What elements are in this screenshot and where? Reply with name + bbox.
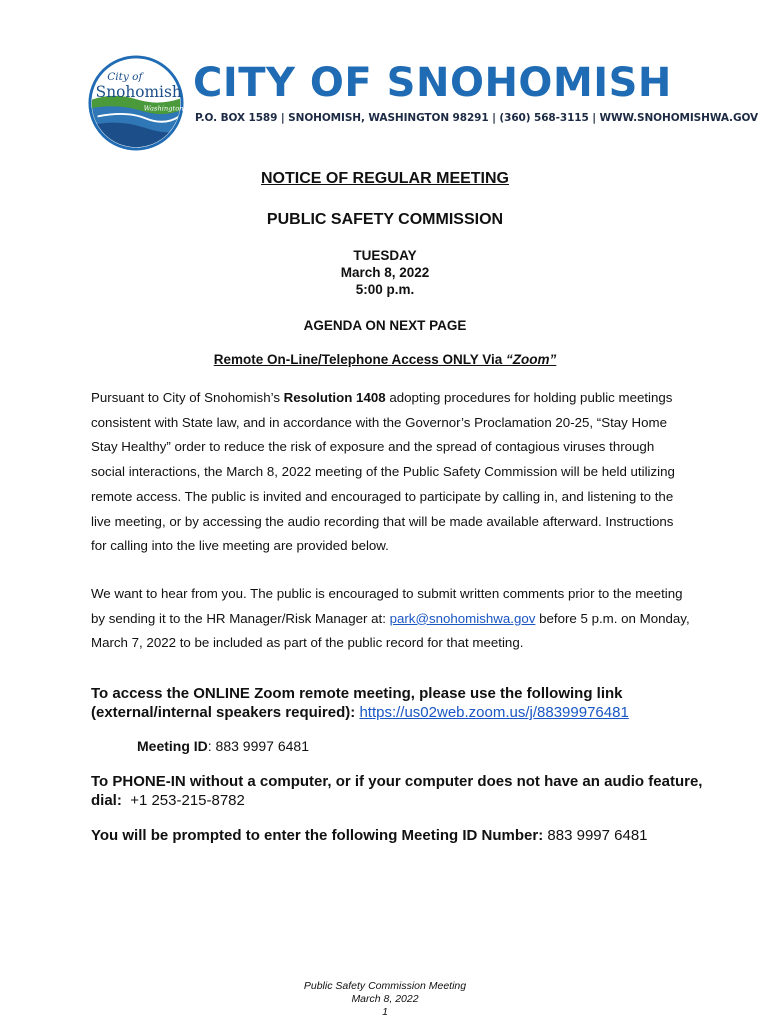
- zoom-access-text: To access the ONLINE Zoom remote meeting, please use the following link (external/internal speakers required):: [91, 685, 623, 721]
- org-name: CITY OF SNOHOMISH: [193, 60, 672, 106]
- authority-paragraph: [91, 386, 691, 559]
- hr-email-link[interactable]: park@snohomishwa.gov: [389, 610, 536, 626]
- remote-access-prefix: Remote On-Line/Telephone Access ONLY Via: [213, 352, 507, 367]
- footer-title: Public Safety Commission Meeting: [303, 980, 467, 992]
- meeting-id-label: Meeting ID: [137, 738, 208, 754]
- meeting-day: TUESDAY: [353, 248, 417, 263]
- phone-number: +1 253-215-8782: [130, 792, 245, 809]
- meeting-datetime: [0, 247, 770, 298]
- zoom-meeting-link[interactable]: https://us02web.zoom.us/j/88399976481: [359, 704, 629, 721]
- comments-after: before 5 p.m. on Monday, March 7, 2022 to be included as part of the public record for that meeting.: [91, 610, 690, 651]
- svg-text:City of: City of: [107, 70, 143, 83]
- page-number: 1: [382, 1006, 388, 1018]
- meeting-id-value: : 883 9997 6481: [207, 738, 309, 754]
- footer-date: March 8, 2022: [351, 993, 419, 1005]
- resolution-ref: Resolution 1408: [283, 390, 386, 405]
- comments-before: We want to hear from you. The public is encouraged to submit written comments prior to the meeting by sending it to the HR Manager/Risk Manager at:: [91, 586, 683, 626]
- meeting-time: 5:00 p.m.: [355, 282, 415, 297]
- phone-in-instructions: [91, 772, 711, 810]
- meeting-date: March 8, 2022: [340, 265, 430, 280]
- phone-in-text: To PHONE-IN without a computer, or if your computer does not have an audio feature, dial:: [91, 773, 703, 809]
- logo-subtext: Washington: [143, 104, 184, 113]
- authority-after: adopting procedures for holding public meetings consistent with State law, and in accordance with the Governor’s Proclamation 20-25, “Stay Home Stay Healthy” order to reduce the risk of exposure and the spread of contagious viruses through social interactions, the March 8, 2022 meeting of the Public Safety Commission will be held utilizing remote access. The public is invited and encouraged to participate by calling in, and listening to the live meeting, or by accessing the audio recording that will be made available afterward. Instructions for calling into the live meeting are provided below.: [91, 390, 675, 554]
- city-logo: [88, 55, 184, 151]
- org-address: P.O. BOX 1589 | SNOHOMISH, WASHINGTON 98291 | (360) 568-3115 | WWW.SNOHOMISHWA.GOV: [195, 112, 759, 124]
- remote-access-platform: “Zoom”: [506, 352, 557, 367]
- agenda-note: AGENDA ON NEXT PAGE: [303, 318, 467, 333]
- commission-name: PUBLIC SAFETY COMMISSION: [266, 211, 504, 228]
- authority-before: Pursuant to City of Snohomish’s: [91, 390, 284, 405]
- page-footer: [0, 980, 770, 1019]
- remote-access-note: [0, 352, 770, 367]
- svg-text:Snohomish: Snohomish: [95, 83, 182, 102]
- prompt-number: 883 9997 6481: [547, 827, 648, 844]
- notice-title: NOTICE OF REGULAR MEETING: [261, 170, 509, 187]
- meeting-id-prompt: [91, 826, 711, 845]
- comments-paragraph: [91, 582, 691, 656]
- zoom-access-instructions: [91, 684, 711, 722]
- prompt-text: You will be prompted to enter the following Meeting ID Number:: [91, 827, 544, 844]
- meeting-id-line: [137, 738, 309, 754]
